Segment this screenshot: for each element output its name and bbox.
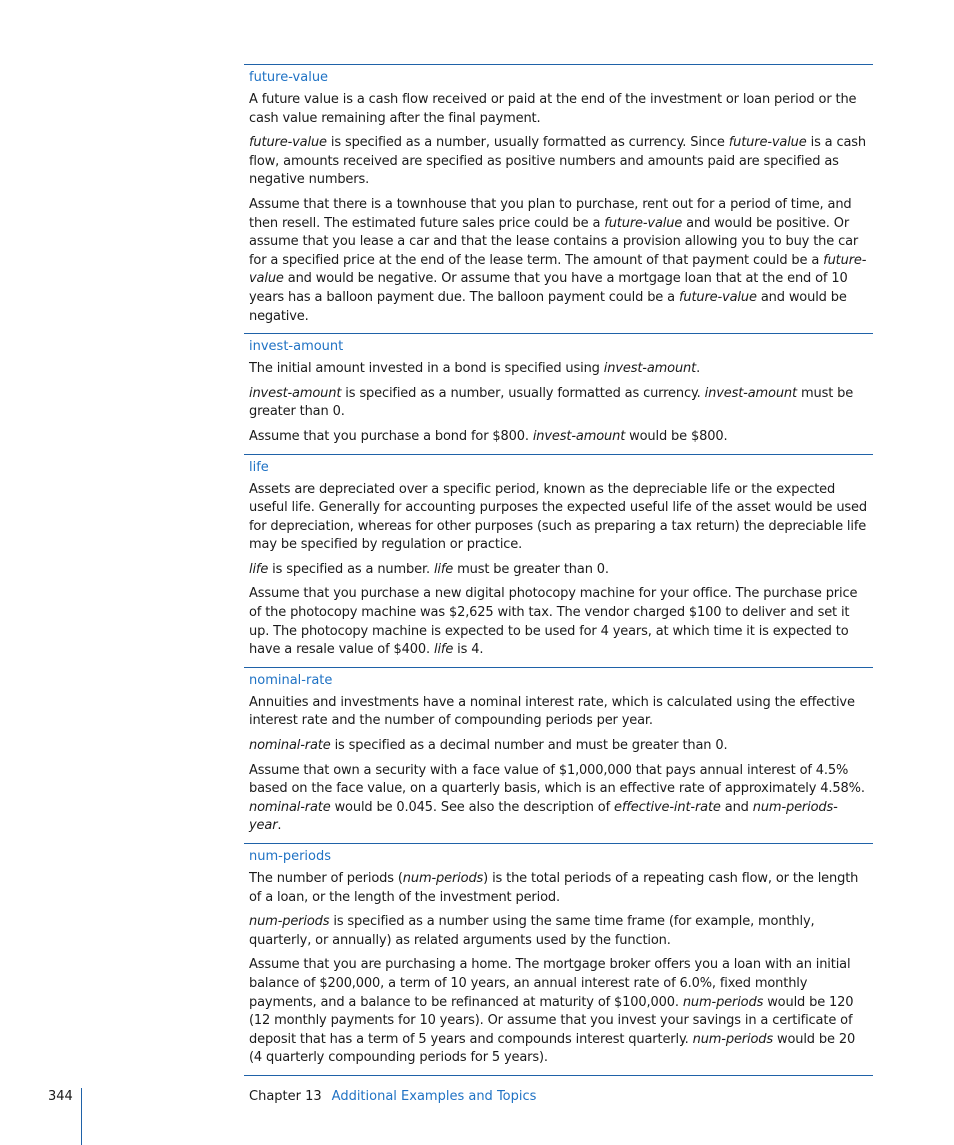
text-run: A future value is a cash flow received or paid at the end of the investment or loan period or the cash value remaining after the final payment.	[249, 92, 857, 126]
term-reference: num-periods	[682, 994, 764, 1010]
text-run: The initial amount invested in a bond is specified using	[249, 361, 604, 377]
term-reference: future-value	[728, 135, 807, 151]
text-run: is specified as a number.	[268, 561, 434, 577]
entry-paragraph	[249, 737, 868, 756]
term-reference: num-periods-year	[249, 799, 838, 834]
term-reference: invest-amount	[249, 385, 342, 401]
entry-paragraph	[249, 196, 868, 326]
term-reference: nominal-rate	[249, 799, 331, 815]
term-reference: num-periods	[249, 914, 330, 930]
entry-title: invest-amount	[249, 339, 344, 355]
entry-paragraph	[249, 385, 868, 422]
entry-title: nominal-rate	[249, 672, 333, 688]
entry-paragraph	[249, 360, 868, 379]
term-reference: life	[433, 561, 454, 577]
term-reference: future-value	[604, 215, 683, 231]
text-run: and would be negative. Or assume that you have a mortgage loan that at the end of 10 years has a balloon payment due. The balloon payment could be a	[249, 271, 848, 305]
text-run: must be greater than 0.	[453, 561, 609, 577]
term-reference: invest-amount	[603, 361, 697, 377]
argument-definitions	[244, 64, 873, 1076]
term-reference: num-periods	[692, 1031, 773, 1047]
text-run: is a cash flow, amounts received are specified as positive numbers and amounts paid are specified as negative numbers.	[249, 135, 866, 188]
page-number: 344	[48, 1089, 73, 1104]
entry-nominal-rate	[244, 668, 873, 844]
text-run: is specified as a decimal number and must be greater than 0.	[330, 738, 728, 754]
text-run: and	[720, 799, 753, 815]
entry-paragraph	[249, 481, 868, 555]
term-reference: effective-int-rate	[614, 799, 721, 815]
term-reference: invest-amount	[532, 428, 626, 444]
text-run: ) is the total periods of a repeating cash flow, or the length of a loan, or the length of the investment period.	[249, 871, 859, 905]
entry-paragraph	[249, 913, 868, 950]
footer-divider	[81, 1088, 82, 1145]
entry-paragraph	[249, 762, 868, 836]
term-reference: num-periods	[402, 871, 484, 886]
entry-invest-amount	[244, 334, 873, 454]
text-run: Assume that you purchase a bond for $800.	[249, 428, 533, 444]
text-run: is specified as a number, usually formatted as currency.	[341, 385, 705, 401]
term-reference: future-value	[249, 252, 867, 287]
entry-life	[244, 455, 873, 668]
term-reference: invest-amount	[704, 385, 797, 401]
text-run: Annuities and investments have a nominal interest rate, which is calculated using the effective interest rate and the number of compounding periods per year.	[249, 694, 855, 729]
entry-paragraph	[249, 91, 868, 128]
text-run: is specified as a number, usually formatted as currency. Since	[326, 135, 729, 151]
text-run: The number of periods (	[249, 871, 403, 886]
entry-paragraph	[249, 428, 868, 447]
entry-paragraph	[249, 870, 868, 907]
entry-num-periods	[244, 844, 873, 1076]
term-reference: future-value	[249, 135, 327, 151]
text-run: Assume that you are purchasing a home. The mortgage broker offers you a loan with an initial balance of $200,000, a term of 10 years, an annual interest rate of 6.0%, fixed monthly payments, and a balance to be refinanced at maturity of $100,000.	[249, 957, 851, 1010]
text-run: is 4.	[453, 642, 484, 658]
entry-future-value	[244, 65, 873, 334]
text-run: would be $800.	[625, 428, 728, 444]
entry-paragraph	[249, 561, 868, 580]
text-run: and would be positive. Or assume that you lease a car and that the lease contains a provision allowing you to buy the car for a specified price at the end of the lease term. The amount of that payment could be a	[249, 215, 859, 268]
text-run: Assume that there is a townhouse that you plan to purchase, rent out for a period of time, and then resell. The estimated future sales price could be a	[249, 196, 852, 231]
entry-title: future-value	[249, 70, 329, 85]
text-run: must be greater than 0.	[249, 385, 854, 420]
term-reference: life	[249, 561, 269, 577]
entry-title: life	[249, 459, 269, 475]
text-run: and would be negative.	[249, 289, 847, 324]
term-reference: future-value	[678, 289, 757, 305]
term-reference: nominal-rate	[249, 738, 331, 754]
entry-paragraph	[249, 694, 868, 731]
text-run: .	[696, 361, 701, 377]
chapter-title-link[interactable]: Additional Examples and Topics	[331, 1089, 537, 1104]
chapter-footer	[249, 1089, 536, 1104]
text-run: Assume that you purchase a new digital photocopy machine for your office. The purchase price of the photocopy machine was $2,625 with tax. The vendor charged $100 to deliver and set it up. The photocopy machine is expected to be used for 4 years, at which time it is expected to have a resale value of $400.	[249, 586, 858, 658]
entry-title: num-periods	[249, 849, 332, 864]
text-run: would be 20 (4 quarterly compounding periods for 5 years).	[249, 1031, 856, 1066]
entry-paragraph	[249, 956, 868, 1068]
text-run: .	[277, 818, 282, 834]
entry-paragraph	[249, 585, 868, 659]
text-run: Assets are depreciated over a specific period, known as the depreciable life or the expected useful life. Generally for accounting purposes the expected useful life of the asset would be used for depreciation, whereas for other purposes (such as preparing a tax return) the depreciable life may be specified by regulation or practice.	[249, 481, 867, 553]
chapter-label: Chapter 13	[249, 1089, 322, 1104]
text-run: Assume that own a security with a face value of $1,000,000 that pays annual interest of 4.5% based on the face value, on a quarterly basis, which is an effective rate of approximately 4.58%.	[249, 762, 865, 797]
text-run: is specified as a number using the same time frame (for example, monthly, quarterly, or annually) as related arguments used by the function.	[249, 914, 815, 948]
entry-paragraph	[249, 134, 868, 190]
term-reference: life	[433, 642, 454, 658]
text-run: would be 0.045. See also the description of	[330, 799, 615, 815]
text-run: would be 120 (12 monthly payments for 10 years). Or assume that you invest your savings in a certificate of deposit that has a term of 5 years and compounds interest quarterly.	[249, 994, 854, 1047]
